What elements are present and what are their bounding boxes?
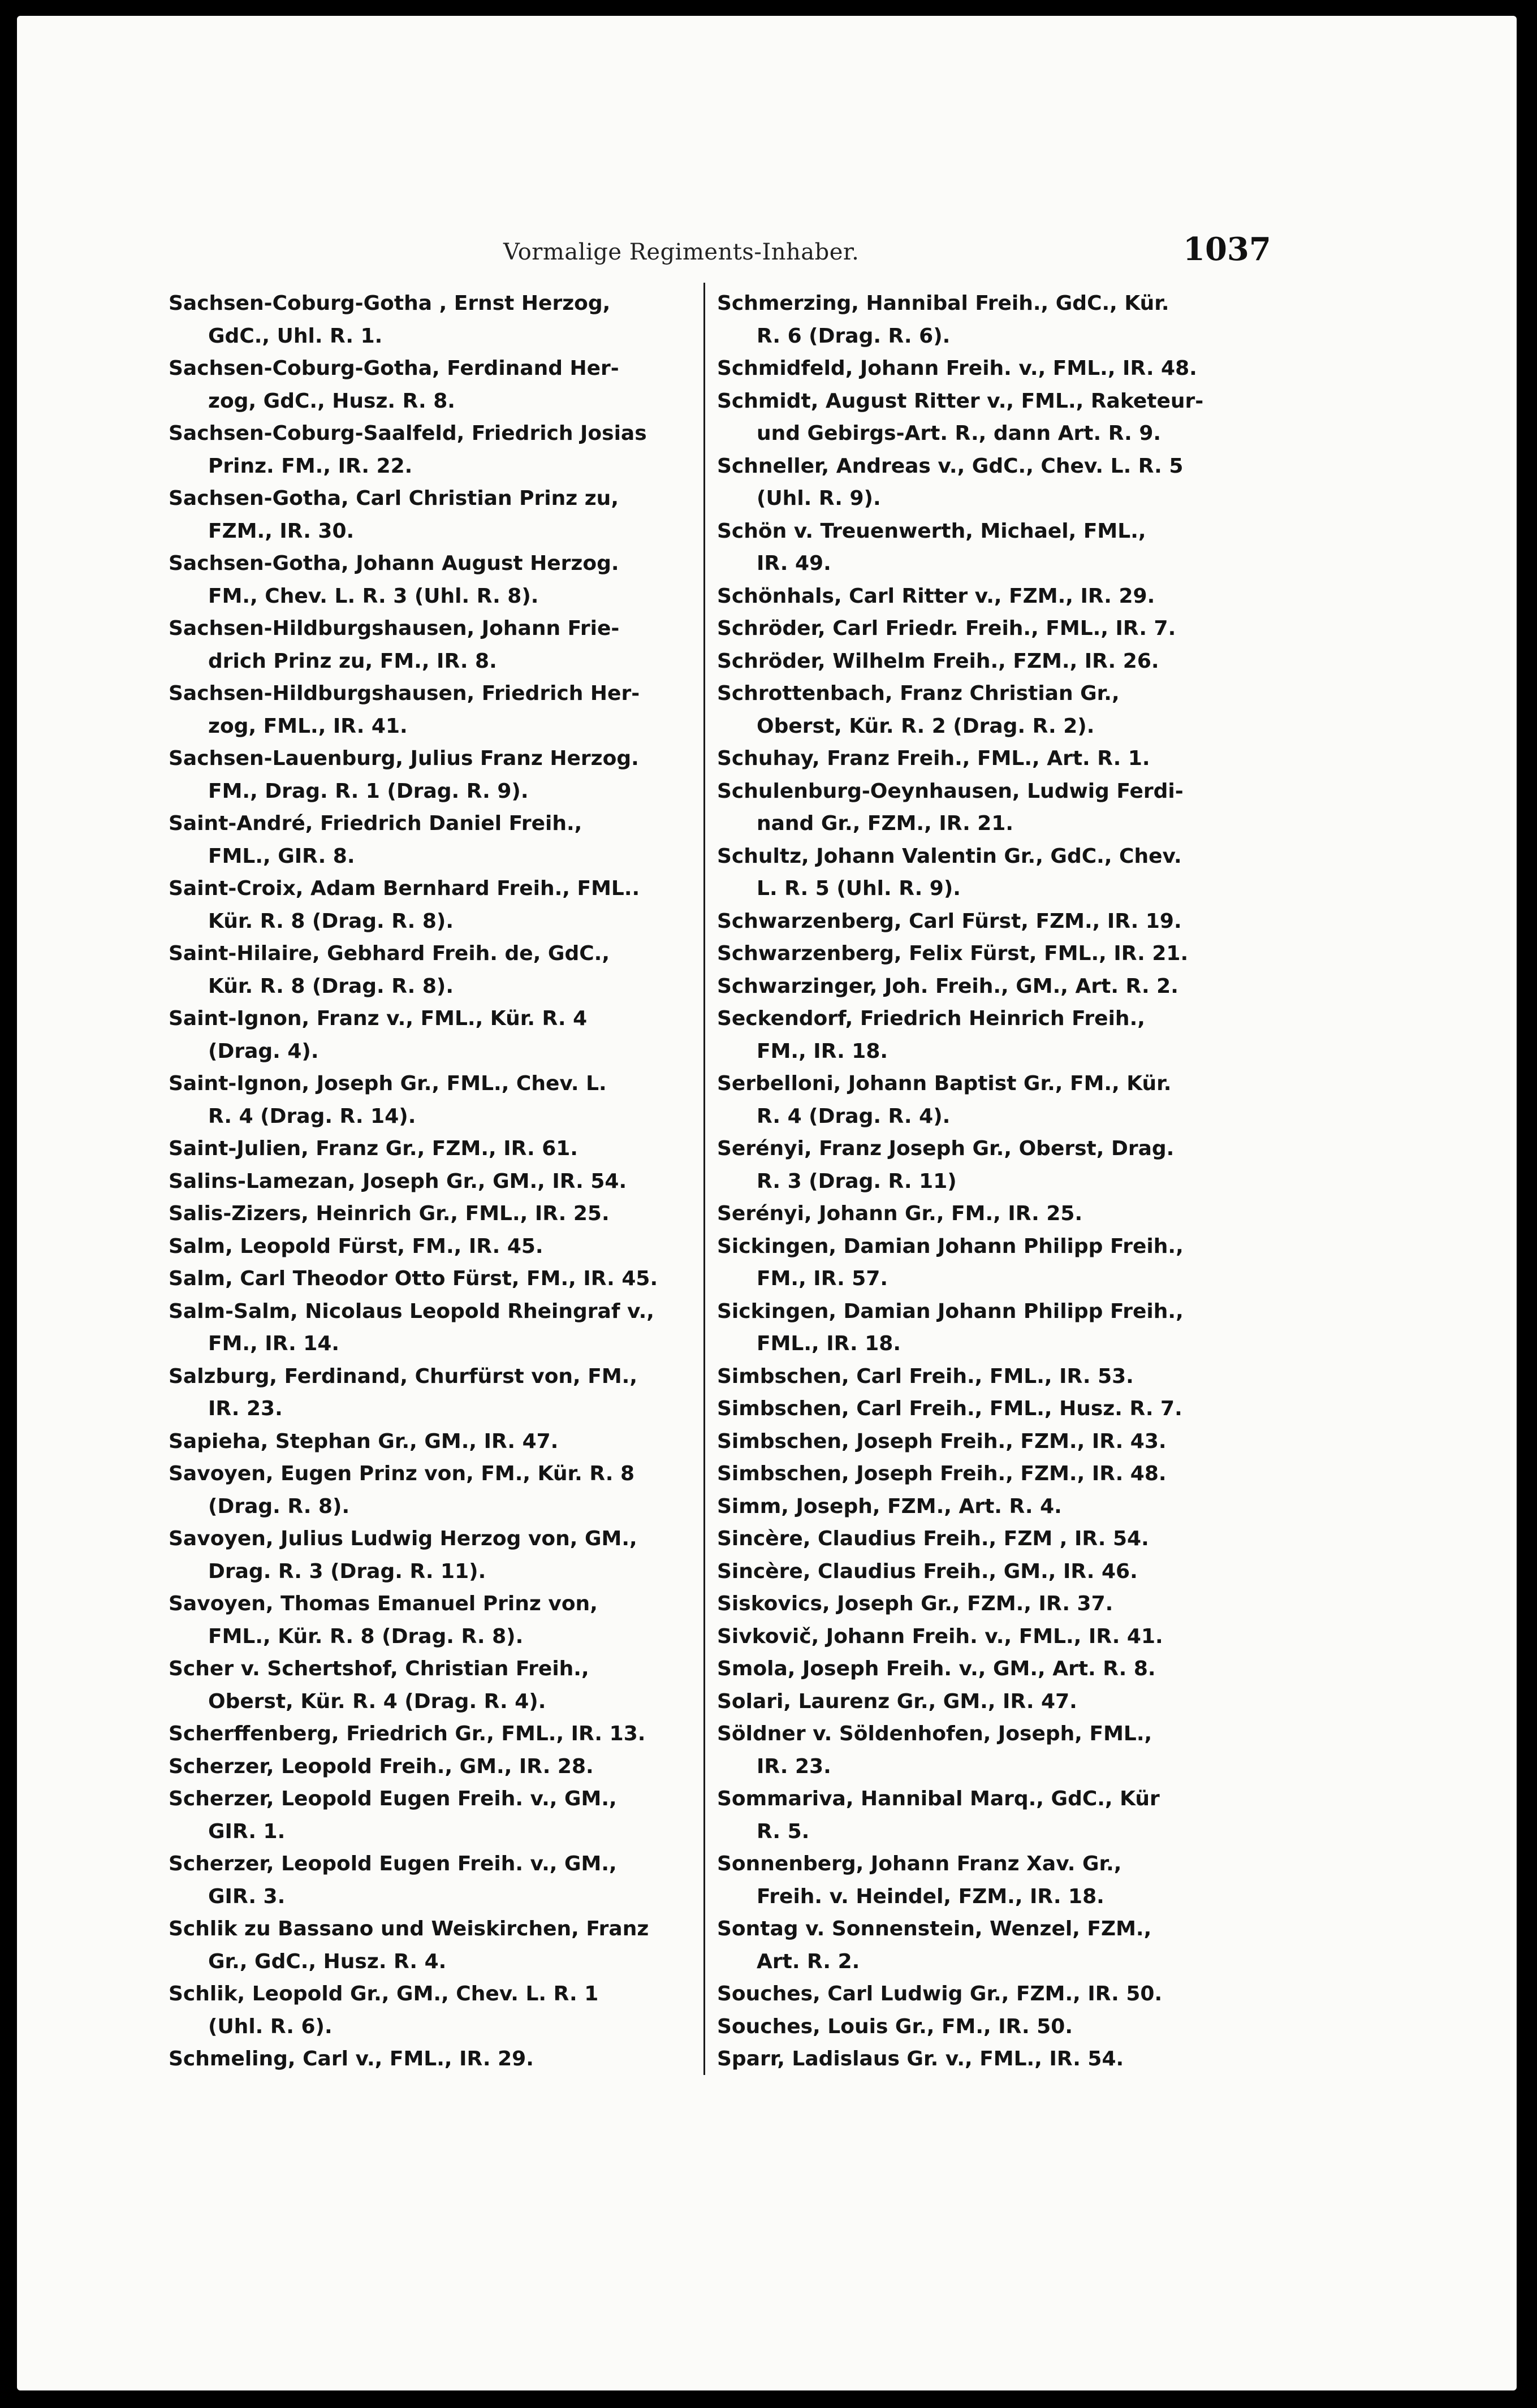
entry-continuation: FML., Kür. R. 8 (Drag. R. 8).	[208, 1624, 524, 1648]
running-header: Vormalige Regiments-Inhaber.	[503, 239, 860, 265]
entry-line: Sachsen-Coburg-Gotha, Ferdinand Her-	[169, 357, 619, 380]
entry-line: Souches, Carl Ludwig Gr., FZM., IR. 50.	[717, 1982, 1163, 2005]
register-entry	[169, 547, 689, 612]
entry-line: Sachsen-Gotha, Carl Christian Prinz zu,	[169, 487, 619, 510]
register-entry	[169, 1978, 689, 2043]
entry-line: Schwarzinger, Joh. Freih., GM., Art. R. 2.	[717, 974, 1178, 998]
entry-line: Serbelloni, Johann Baptist Gr., FM., Kür.	[717, 1072, 1172, 1095]
register-entry	[717, 1360, 1237, 1393]
entry-line: Souches, Louis Gr., FM., IR. 50.	[717, 2014, 1073, 2038]
register-entry	[717, 1848, 1237, 1913]
entry-line: Sickingen, Damian Johann Philipp Freih.,	[717, 1299, 1184, 1323]
register-entry	[717, 612, 1237, 645]
entry-continuation: FM., IR. 18.	[757, 1039, 888, 1063]
register-entry	[169, 1848, 689, 1913]
register-entry	[717, 840, 1237, 905]
register-entry	[169, 677, 689, 742]
entry-line: Serényi, Franz Joseph Gr., Oberst, Drag.	[717, 1137, 1175, 1160]
entry-line: Saint-André, Friedrich Daniel Freih.,	[169, 812, 582, 835]
entry-line: Sachsen-Coburg-Gotha , Ernst Herzog,	[169, 292, 611, 315]
entry-continuation: FM., Drag. R. 1 (Drag. R. 9).	[208, 779, 529, 803]
entry-continuation: Drag. R. 3 (Drag. R. 11).	[208, 1559, 486, 1583]
entry-line: Scherzer, Leopold Freih., GM., IR. 28.	[169, 1754, 594, 1778]
register-entry	[169, 1458, 689, 1523]
entry-line: Schröder, Carl Friedr. Freih., FML., IR. 7.	[717, 617, 1176, 640]
register-entry	[169, 937, 689, 1002]
register-entry	[717, 677, 1237, 742]
column-divider	[703, 283, 705, 2075]
entry-continuation: drich Prinz zu, FM., IR. 8.	[208, 649, 497, 673]
entry-continuation: Kür. R. 8 (Drag. R. 8).	[208, 909, 454, 933]
entry-line: Sonnenberg, Johann Franz Xav. Gr.,	[717, 1852, 1122, 1875]
register-entry	[717, 450, 1237, 515]
register-entry	[169, 1588, 689, 1653]
register-entry	[717, 2043, 1237, 2076]
entry-line: Smola, Joseph Freih. v., GM., Art. R. 8.	[717, 1657, 1156, 1680]
entry-line: Simbschen, Joseph Freih., FZM., IR. 48.	[717, 1462, 1167, 1485]
entry-line: Scherzer, Leopold Eugen Freih. v., GM.,	[169, 1787, 617, 1810]
register-entry	[717, 287, 1237, 352]
entry-line: Simm, Joseph, FZM., Art. R. 4.	[717, 1494, 1062, 1518]
register-entry	[717, 1978, 1237, 2011]
entry-continuation: und Gebirgs-Art. R., dann Art. R. 9.	[757, 422, 1162, 445]
register-entry	[169, 1750, 689, 1783]
entry-line: Sommariva, Hannibal Marq., GdC., Kür	[717, 1787, 1160, 1810]
register-entry	[169, 1653, 689, 1718]
entry-continuation: FM., Chev. L. R. 3 (Uhl. R. 8).	[208, 584, 539, 608]
entry-line: Schrottenbach, Franz Christian Gr.,	[717, 682, 1120, 705]
register-entry	[169, 1295, 689, 1360]
entry-line: Schuhay, Franz Freih., FML., Art. R. 1.	[717, 747, 1150, 770]
entry-line: Saint-Julien, Franz Gr., FZM., IR. 61.	[169, 1137, 578, 1160]
entry-continuation: (Uhl. R. 9).	[757, 487, 881, 510]
register-entry	[169, 2043, 689, 2076]
register-entry	[717, 970, 1237, 1003]
entry-continuation: R. 5.	[757, 1819, 810, 1843]
register-entry	[717, 1653, 1237, 1685]
entry-line: Saint-Hilaire, Gebhard Freih. de, GdC.,	[169, 942, 610, 965]
entry-continuation: Oberst, Kür. R. 4 (Drag. R. 4).	[208, 1689, 546, 1713]
register-entry	[717, 1132, 1237, 1197]
entry-continuation: R. 3 (Drag. R. 11)	[757, 1169, 957, 1193]
register-entry	[169, 872, 689, 937]
entry-line: Sontag v. Sonnenstein, Wenzel, FZM.,	[717, 1917, 1152, 1940]
entry-line: Schmidt, August Ritter v., FML., Raketeur-	[717, 389, 1204, 413]
entry-continuation: GIR. 1.	[208, 1819, 286, 1843]
entry-line: Sachsen-Coburg-Saalfeld, Friedrich Josias	[169, 422, 647, 445]
entry-continuation: (Drag. R. 8).	[208, 1494, 350, 1518]
right-column	[717, 287, 1237, 2076]
entry-line: Schwarzenberg, Felix Fürst, FML., IR. 21.	[717, 942, 1189, 965]
entry-continuation: Oberst, Kür. R. 2 (Drag. R. 2).	[757, 714, 1095, 738]
entry-continuation: Prinz. FM., IR. 22.	[208, 454, 413, 478]
entry-line: Scherffenberg, Friedrich Gr., FML., IR. 13.	[169, 1722, 646, 1745]
entry-continuation: nand Gr., FZM., IR. 21.	[757, 812, 1014, 835]
entry-continuation: IR. 23.	[757, 1754, 831, 1778]
register-entry	[169, 1360, 689, 1425]
register-entry	[717, 775, 1237, 840]
register-entry	[169, 417, 689, 482]
register-entry	[169, 1132, 689, 1165]
entry-line: Scherzer, Leopold Eugen Freih. v., GM.,	[169, 1852, 617, 1875]
register-entry	[717, 645, 1237, 678]
entry-line: Simbschen, Carl Freih., FML., Husz. R. 7.	[717, 1397, 1182, 1420]
register-entry	[169, 1718, 689, 1750]
entry-line: Schlik, Leopold Gr., GM., Chev. L. R. 1	[169, 1982, 599, 2005]
register-entry	[717, 1523, 1237, 1555]
entry-line: Sachsen-Hildburgshausen, Johann Frie-	[169, 617, 620, 640]
entry-continuation: FML., GIR. 8.	[208, 844, 355, 868]
entry-line: Schmerzing, Hannibal Freih., GdC., Kür.	[717, 292, 1169, 315]
entry-continuation: Gr., GdC., Husz. R. 4.	[208, 1949, 447, 1973]
entry-continuation: Freih. v. Heindel, FZM., IR. 18.	[757, 1884, 1104, 1908]
register-entry	[169, 1197, 689, 1230]
entry-line: Schmidfeld, Johann Freih. v., FML., IR. 48.	[717, 357, 1197, 380]
register-entry	[169, 1425, 689, 1458]
register-entry	[717, 937, 1237, 970]
register-entry	[717, 1458, 1237, 1490]
register-entry	[169, 612, 689, 677]
entry-continuation: IR. 49.	[757, 552, 831, 575]
entry-line: Schröder, Wilhelm Freih., FZM., IR. 26.	[717, 649, 1159, 673]
register-entry	[717, 1393, 1237, 1425]
entry-line: Salm-Salm, Nicolaus Leopold Rheingraf v.,	[169, 1299, 654, 1323]
entry-continuation: FZM., IR. 30.	[208, 519, 355, 543]
register-entry	[717, 1685, 1237, 1718]
register-entry	[169, 352, 689, 417]
register-entry	[717, 1067, 1237, 1132]
register-entry	[169, 1523, 689, 1588]
entry-line: Solari, Laurenz Gr., GM., IR. 47.	[717, 1689, 1077, 1713]
register-entry	[717, 515, 1237, 580]
left-column	[169, 287, 689, 2076]
entry-continuation: R. 4 (Drag. R. 14).	[208, 1104, 416, 1128]
entry-line: Sachsen-Hildburgshausen, Friedrich Her-	[169, 682, 640, 705]
register-entry	[717, 580, 1237, 613]
entry-continuation: R. 4 (Drag. R. 4).	[757, 1104, 951, 1128]
entry-line: Savoyen, Julius Ludwig Herzog von, GM.,	[169, 1527, 637, 1550]
register-entry	[169, 1783, 689, 1848]
register-entry	[169, 287, 689, 352]
entry-continuation: FM., IR. 14.	[208, 1332, 340, 1355]
entry-continuation: FML., IR. 18.	[757, 1332, 901, 1355]
register-entry	[717, 1588, 1237, 1620]
entry-continuation: GIR. 3.	[208, 1884, 286, 1908]
entry-line: Saint-Croix, Adam Bernhard Freih., FML..	[169, 877, 640, 900]
entry-line: Schneller, Andreas v., GdC., Chev. L. R. 5	[717, 454, 1184, 478]
entry-continuation: IR. 23.	[208, 1397, 283, 1420]
entry-continuation: FM., IR. 57.	[757, 1267, 888, 1290]
register-entry	[717, 1295, 1237, 1360]
entry-line: Saint-Ignon, Franz v., FML., Kür. R. 4	[169, 1007, 588, 1030]
entry-line: Salm, Carl Theodor Otto Fürst, FM., IR. 45.	[169, 1267, 658, 1290]
entry-continuation: (Drag. 4).	[208, 1039, 319, 1063]
entry-line: Serényi, Johann Gr., FM., IR. 25.	[717, 1202, 1083, 1225]
entry-line: Sachsen-Gotha, Johann August Herzog.	[169, 552, 619, 575]
entry-line: Schulenburg-Oeynhausen, Ludwig Ferdi-	[717, 779, 1184, 803]
entry-line: Seckendorf, Friedrich Heinrich Freih.,	[717, 1007, 1145, 1030]
entry-line: Sickingen, Damian Johann Philipp Freih.,	[717, 1234, 1184, 1258]
entry-line: Savoyen, Thomas Emanuel Prinz von,	[169, 1592, 598, 1615]
entry-continuation: Art. R. 2.	[757, 1949, 860, 1973]
entry-line: Sparr, Ladislaus Gr. v., FML., IR. 54.	[717, 2047, 1124, 2070]
entry-line: Salzburg, Ferdinand, Churfürst von, FM.,	[169, 1364, 638, 1388]
register-entry	[717, 1718, 1237, 1783]
register-entry	[169, 742, 689, 807]
entry-continuation: GdC., Uhl. R. 1.	[208, 324, 383, 348]
entry-line: Schön v. Treuenwerth, Michael, FML.,	[717, 519, 1146, 543]
register-entry	[169, 1067, 689, 1132]
register-entry	[717, 1230, 1237, 1295]
entry-line: Sachsen-Lauenburg, Julius Franz Herzog.	[169, 747, 639, 770]
entry-line: Simbschen, Carl Freih., FML., IR. 53.	[717, 1364, 1134, 1388]
entry-line: Salis-Zizers, Heinrich Gr., FML., IR. 25.	[169, 1202, 610, 1225]
entry-line: Siskovics, Joseph Gr., FZM., IR. 37.	[717, 1592, 1113, 1615]
entry-line: Sivkovič, Johann Freih. v., FML., IR. 41.	[717, 1624, 1163, 1648]
register-entry	[169, 1165, 689, 1198]
register-entry	[717, 1425, 1237, 1458]
register-entry	[717, 1555, 1237, 1588]
entry-line: Scher v. Schertshof, Christian Freih.,	[169, 1657, 589, 1680]
entry-line: Salins-Lamezan, Joseph Gr., GM., IR. 54.	[169, 1169, 627, 1193]
entry-line: Söldner v. Söldenhofen, Joseph, FML.,	[717, 1722, 1152, 1745]
register-entry	[169, 807, 689, 872]
entry-continuation: Kür. R. 8 (Drag. R. 8).	[208, 974, 454, 998]
entry-line: Salm, Leopold Fürst, FM., IR. 45.	[169, 1234, 543, 1258]
entry-line: Schönhals, Carl Ritter v., FZM., IR. 29.	[717, 584, 1155, 608]
entry-continuation: zog, FML., IR. 41.	[208, 714, 408, 738]
entry-line: Sincère, Claudius Freih., FZM , IR. 54.	[717, 1527, 1149, 1550]
register-entry	[717, 1490, 1237, 1523]
register-entry	[169, 1230, 689, 1263]
register-entry	[717, 742, 1237, 775]
entry-line: Savoyen, Eugen Prinz von, FM., Kür. R. 8	[169, 1462, 635, 1485]
entry-continuation: L. R. 5 (Uhl. R. 9).	[757, 877, 961, 900]
register-entry	[169, 1263, 689, 1295]
entry-line: Schlik zu Bassano und Weiskirchen, Franz	[169, 1917, 649, 1940]
register-entry	[717, 1913, 1237, 1978]
entry-line: Schwarzenberg, Carl Fürst, FZM., IR. 19.	[717, 909, 1182, 933]
register-entry	[169, 1913, 689, 1978]
register-entry	[717, 352, 1237, 385]
register-entry	[169, 1002, 689, 1067]
entry-line: Sapieha, Stephan Gr., GM., IR. 47.	[169, 1429, 559, 1453]
register-entry	[717, 1783, 1237, 1848]
entry-continuation: (Uhl. R. 6).	[208, 2014, 333, 2038]
register-entry	[717, 905, 1237, 938]
entry-line: Sincère, Claudius Freih., GM., IR. 46.	[717, 1559, 1138, 1583]
entry-continuation: zog, GdC., Husz. R. 8.	[208, 389, 455, 413]
register-entry	[717, 1197, 1237, 1230]
entry-line: Simbschen, Joseph Freih., FZM., IR. 43.	[717, 1429, 1167, 1453]
entry-line: Schultz, Johann Valentin Gr., GdC., Chev.	[717, 844, 1182, 868]
register-entry	[717, 2011, 1237, 2043]
register-entry	[717, 1620, 1237, 1653]
register-entry	[717, 1002, 1237, 1067]
page-number: 1037	[1183, 231, 1271, 268]
register-entry	[169, 482, 689, 547]
entry-line: Schmeling, Carl v., FML., IR. 29.	[169, 2047, 534, 2070]
entry-line: Saint-Ignon, Joseph Gr., FML., Chev. L.	[169, 1072, 607, 1095]
entry-continuation: R. 6 (Drag. R. 6).	[757, 324, 951, 348]
register-entry	[717, 385, 1237, 450]
